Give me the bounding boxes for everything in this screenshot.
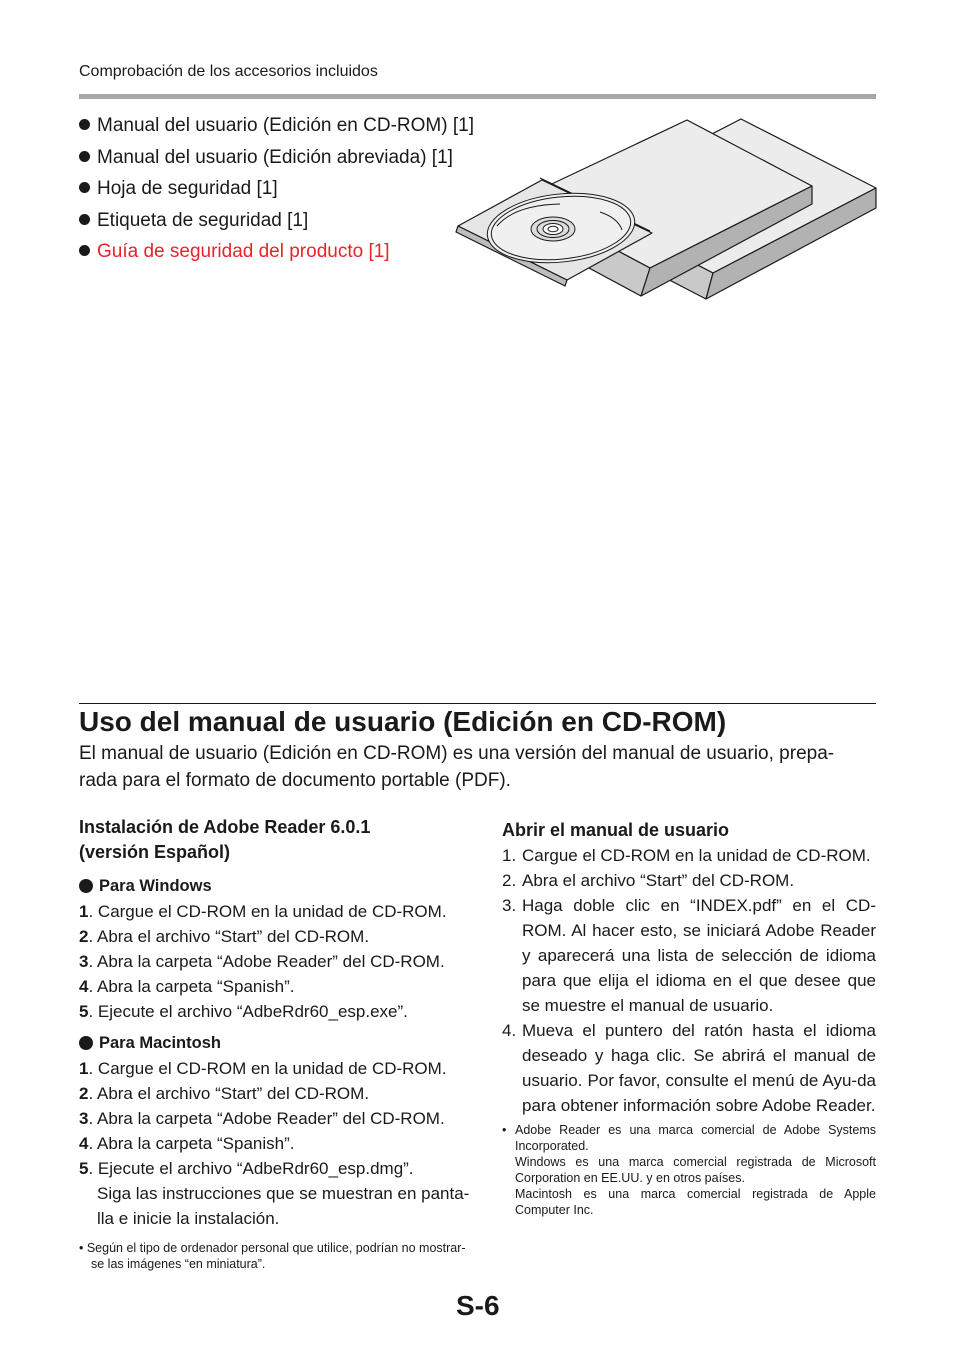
section-intro: El manual de usuario (Edición en CD-ROM) es una versión del manual de usuario, prepa- rada para el formato de documento portable (PDF).: [79, 743, 835, 791]
section-rule: [79, 703, 876, 704]
trademark-note: Windows es una marca comercial registrada de Microsoft Corporation en EE.UU. y en otros países.: [515, 1155, 876, 1185]
list-item: 1. Cargue el CD-ROM en la unidad de CD-ROM.: [502, 846, 871, 865]
windows-steps: [79, 899, 499, 1024]
accessory-item: Etiqueta de seguridad [1]: [79, 207, 474, 239]
list-item: 1. Cargue el CD-ROM en la unidad de CD-ROM.: [79, 1059, 447, 1078]
bullet-icon: [79, 879, 93, 893]
open-manual-title: Abrir el manual de usuario: [502, 820, 730, 840]
list-item: 4. Mueva el puntero del ratón hasta el idioma deseado y haga clic. Se abrirá el manual de usuario. Por favor, consulte el menú de Ayu-da para obtener información sobre Adobe Reader.: [502, 1021, 876, 1115]
trademark-note: • Adobe Reader es una marca comercial de Adobe Systems Incorporated.: [502, 1123, 876, 1153]
open-manual-column: [502, 818, 876, 1218]
bullet-icon: [79, 1036, 93, 1050]
bullet-icon: [79, 151, 90, 162]
bullet-icon: [79, 119, 90, 130]
list-item: 5. Ejecute el archivo “AdbeRdr60_esp.exe”.: [79, 1002, 408, 1021]
bullet-icon: [79, 245, 90, 256]
list-item: 2. Abra el archivo “Start” del CD-ROM.: [79, 1084, 370, 1103]
list-item: 4. Abra la carpeta “Spanish”.: [79, 977, 295, 996]
mac-install-note: Siga las instrucciones que se muestran en panta- lla e inicie la instalación.: [97, 1184, 470, 1228]
list-item: 3. Abra la carpeta “Adobe Reader” del CD-ROM.: [79, 952, 445, 971]
list-item: 5. Ejecute el archivo “AdbeRdr60_esp.dmg”.: [79, 1159, 414, 1178]
list-item: 2. Abra el archivo “Start” del CD-ROM.: [79, 927, 370, 946]
list-item: 1. Cargue el CD-ROM en la unidad de CD-ROM.: [79, 902, 447, 921]
mac-heading: Para Macintosh: [79, 1031, 499, 1055]
trademark-notes: [502, 1122, 876, 1218]
thumbnail-footnote: • Según el tipo de ordenador personal que utilice, podrían no mostrar- se las imágenes “en miniatura”.: [79, 1241, 466, 1271]
bullet-icon: [79, 182, 90, 193]
accessory-list: [79, 112, 474, 270]
running-header: Comprobación de los accesorios incluidos: [79, 63, 378, 80]
list-item: 3. Haga doble clic en “INDEX.pdf” en el CD-ROM. Al hacer esto, se iniciará Adobe Reader y aparecerá una lista de selección de idioma para que elija el idioma en el que desee que se muestre el manual de usuario.: [502, 896, 876, 1015]
install-title: Instalación de Adobe Reader 6.0.1 (versión Español): [79, 817, 371, 862]
section-title: Uso del manual de usuario (Edición en CD-ROM): [79, 706, 727, 737]
trademark-note: Macintosh es una marca comercial registrada de Apple Computer Inc.: [515, 1187, 876, 1217]
accessory-item: Guía de seguridad del producto [1]: [79, 238, 474, 270]
accessory-item: Hoja de seguridad [1]: [79, 175, 474, 207]
list-item: 4. Abra la carpeta “Spanish”.: [79, 1134, 295, 1153]
accessory-item: Manual del usuario (Edición en CD-ROM) [1]: [79, 112, 474, 144]
header-rule: [79, 94, 876, 99]
accessories-illustration: [450, 108, 882, 304]
list-item: 2. Abra el archivo “Start” del CD-ROM.: [502, 871, 795, 890]
accessory-item: Manual del usuario (Edición abreviada) [1]: [79, 144, 474, 176]
list-item: 3. Abra la carpeta “Adobe Reader” del CD-ROM.: [79, 1109, 445, 1128]
bullet-icon: [79, 214, 90, 225]
install-column: [79, 815, 499, 1272]
page-number: S-6: [456, 1290, 500, 1321]
mac-steps: [79, 1056, 499, 1181]
windows-heading: Para Windows: [79, 874, 499, 898]
open-manual-steps: [502, 843, 876, 1118]
